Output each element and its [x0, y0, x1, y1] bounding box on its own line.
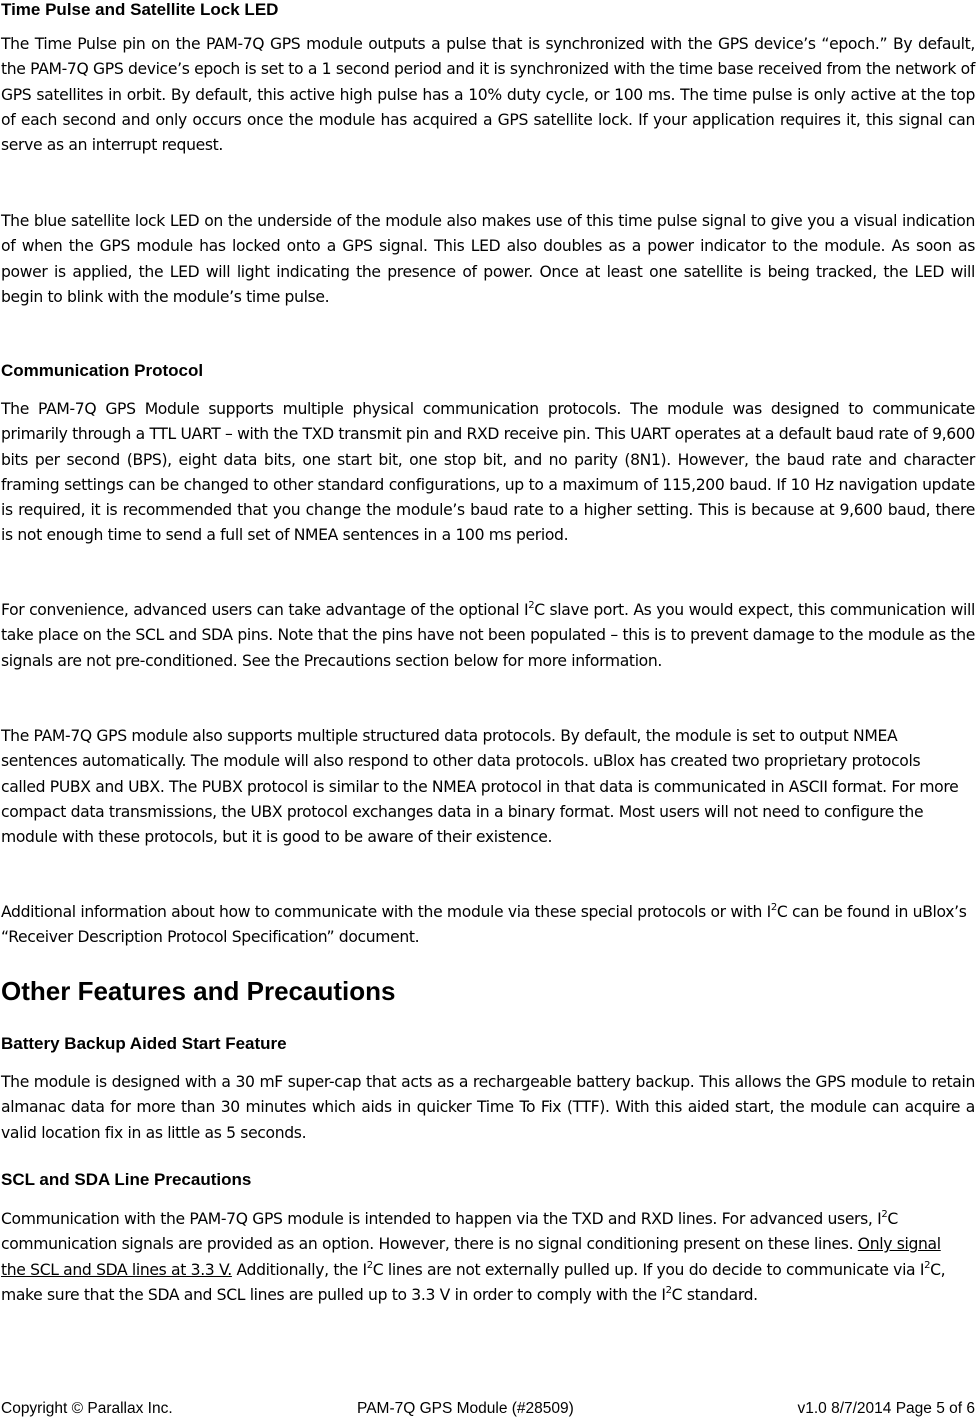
paragraph-data-protocols: The PAM-7Q GPS module also supports multiple structured data protocols. By default, the module is set to output NMEA sentences automatically. The module will also respond to other data protocols. uBlox has created two proprietary protocols called PUBX and UBX. The PUBX protocol is similar to the NMEA protocol in that data is communicated in ASCII format. For more compact data transmissions, the UBX protocol exchanges data in a binary format. Most users will not need to configure the module with these protocols, but it is good to be aware of their existence.: [1, 727, 959, 847]
paragraph-uart: The PAM-7Q GPS Module supports multiple physical communication protocols. The module was designed to communicate primarily through a TTL UART – with the TXD transmit pin and RXD receive pin. This UART operates at a default baud rate of 9,600 bits per second (BPS), eight data bits, one start bit, one stop bit, and no parity (8N1). However, the baud rate and character framing settings can be changed to other standard configurations, up to a maximum of 115,200 baud. If 10 Hz navigation update is required, it is recommended that you change the module’s baud rate to a higher setting. This is because at 9,600 baud, there is not enough time to send a full set of NMEA sentences in a 100 ms period.: [1, 400, 975, 545]
heading-battery-backup: Battery Backup Aided Start Feature: [1, 1034, 287, 1053]
heading-other-features: Other Features and Precautions: [1, 976, 396, 1006]
paragraph-satellite-led: The blue satellite lock LED on the underside of the module also makes use of this time pulse signal to give you a visual indication of when the GPS module has locked onto a GPS signal. This LED also doubles as a power indicator to the module. As soon as power is applied, the LED will light indicating the presence of power. Once at least one satellite is being tracked, the LED will begin to blink with the module’s time pulse.: [1, 212, 975, 306]
heading-communication-protocol: Communication Protocol: [1, 361, 204, 380]
paragraph-battery-backup: The module is designed with a 30 mF super-cap that acts as a rechargeable battery backup. This allows the GPS module to retain almanac data for more than 30 minutes which aids in quicker Time To Fix (TTF). With this aided start, the module can acquire a valid location fix in as little as 5 seconds.: [1, 1073, 975, 1142]
heading-time-pulse: Time Pulse and Satellite Lock LED: [1, 0, 279, 19]
paragraph-i2c-port: For convenience, advanced users can take advantage of the optional $I^2C$ slave port. As you would expect, this communication will take place on the SCL and SDA pins. Note that the pins have not been populated – this is to prevent damage to the module as the signals are not pre-conditioned. See the Precautions section below for more information.: [1, 600, 975, 670]
footer-doc-title: PAM-7Q GPS Module (#28509): [357, 1400, 574, 1417]
paragraph-scl-sda: Communication with the PAM-7Q GPS module is intended to happen via the TXD and RXD lines. For advanced users, $I^2C$ communication signals are provided as an option. However, there is no signal conditioning present on these lines. Only signal the SCL and SDA lines at 3.3 V. Additionally, the $I^2C$ lines are not externally pulled up. If you do decide to communicate via $I^2C$, make sure that the SDA and SCL lines are pulled up to 3.3 V in order to comply with the $I^2C$ standard.: [1, 1209, 946, 1304]
footer-copyright: Copyright © Parallax Inc.: [1, 1400, 173, 1417]
underlined-warning: Only signal the SCL and SDA lines at 3.3 V.: [1, 1235, 941, 1279]
footer-page-info: v1.0 8/7/2014 Page 5 of 6: [797, 1400, 975, 1417]
heading-scl-sda: SCL and SDA Line Precautions: [1, 1170, 252, 1189]
paragraph-additional-info: Additional information about how to communicate with the module via these special protocols or with $I^2C$ can be found in uBlox’s “Receiver Description Protocol Specification” document.: [1, 902, 967, 947]
paragraph-time-pulse: The Time Pulse pin on the PAM-7Q GPS module outputs a pulse that is synchronized with the GPS device’s “epoch.” By default, the PAM-7Q GPS device’s epoch is set to a 1 second period and it is synchronized with the time base received from the network of GPS satellites in orbit. By default, this active high pulse has a 10% duty cycle, or 100 ms. The time pulse is only active at the top of each second and only occurs once the module has acquired a GPS satellite lock. If your application requires it, this signal can serve as an interrupt request.: [1, 35, 975, 155]
